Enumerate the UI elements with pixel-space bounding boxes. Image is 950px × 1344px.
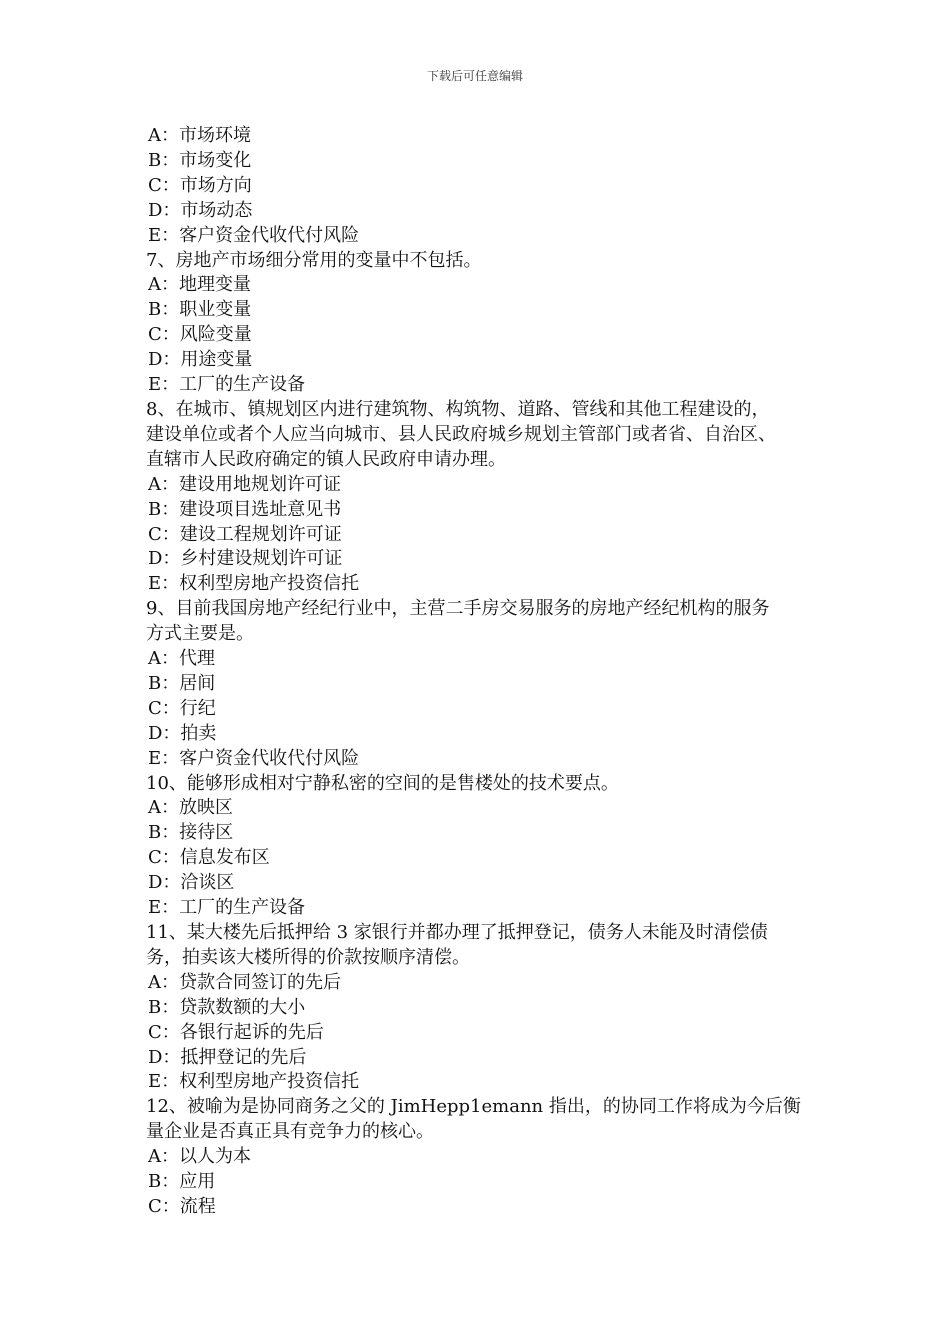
question-line: 10、能够形成相对宁静私密的空间的是售楼处的技术要点。: [146, 772, 619, 794]
option-line: B：应用: [148, 1171, 216, 1193]
option-line: C：建设工程规划许可证: [148, 523, 342, 545]
option-line: A：代理: [148, 648, 215, 670]
option-line: A：建设用地规划许可证: [148, 473, 341, 495]
option-line: D：乡村建设规划许可证: [148, 548, 343, 570]
option-line: C：行纪: [148, 697, 216, 719]
question-line: 直辖市人民政府确定的镇人民政府申请办理。: [146, 448, 506, 470]
option-line: D：拍卖: [148, 722, 217, 744]
document-body: [146, 124, 826, 1220]
option-line: A：以人为本: [148, 1146, 251, 1168]
option-line: C：信息发布区: [148, 847, 270, 869]
option-line: B：居间: [148, 672, 216, 694]
option-line: C：市场方向: [148, 174, 252, 196]
page-header: 下载后可任意编辑: [426, 69, 523, 83]
question-line: 量企业是否真正具有竞争力的核心。: [146, 1121, 434, 1143]
option-line: E：工厂的生产设备: [148, 897, 306, 919]
option-line: A：贷款合同签订的先后: [148, 971, 341, 993]
option-line: D：市场动态: [148, 199, 253, 221]
option-line: B：市场变化: [148, 149, 252, 171]
question-line: 务，拍卖该大楼所得的价款按顺序清偿。: [146, 946, 470, 968]
question-line: 方式主要是。: [146, 623, 254, 645]
option-line: B：接待区: [148, 822, 234, 844]
option-line: B：贷款数额的大小: [148, 996, 306, 1018]
option-line: E：客户资金代收代付风险: [148, 747, 360, 769]
option-line: B：职业变量: [148, 299, 252, 321]
option-line: B：建设项目选址意见书: [148, 498, 342, 520]
question-line: 8、在城市、镇规划区内进行建筑物、构筑物、道路、管线和其他工程建设的，: [146, 398, 770, 420]
option-line: D：洽谈区: [148, 872, 235, 894]
question-line: 11、某大楼先后抵押给 3 家银行并都办理了抵押登记，债务人未能及时清偿债: [146, 922, 768, 943]
option-line: E：权利型房地产投资信托: [148, 1071, 360, 1093]
option-line: A：市场环境: [148, 125, 251, 146]
question-line: 建设单位或者个人应当向城市、县人民政府城乡规划主管部门或者省、自治区、: [146, 423, 776, 445]
option-line: C：风险变量: [148, 324, 252, 346]
question-line: 9、目前我国房地产经纪行业中，主营二手房交易服务的房地产经纪机构的服务: [146, 598, 770, 620]
option-line: C：各银行起诉的先后: [148, 1021, 324, 1043]
option-line: D：用途变量: [148, 349, 253, 371]
question-line: 12、被喻为是协同商务之父的 JimHepp1emann 指出，的协同工作将成为今后衡: [146, 1096, 801, 1118]
question-line: 7、房地产市场细分常用的变量中不包括。: [146, 249, 482, 271]
option-line: A：放映区: [148, 797, 233, 819]
option-line: A：地理变量: [148, 274, 251, 296]
option-line: C：流程: [148, 1195, 216, 1217]
option-line: E：客户资金代收代付风险: [148, 224, 360, 246]
option-line: E：工厂的生产设备: [148, 374, 306, 396]
option-line: D：抵押登记的先后: [148, 1046, 307, 1068]
option-line: E：权利型房地产投资信托: [148, 573, 360, 595]
